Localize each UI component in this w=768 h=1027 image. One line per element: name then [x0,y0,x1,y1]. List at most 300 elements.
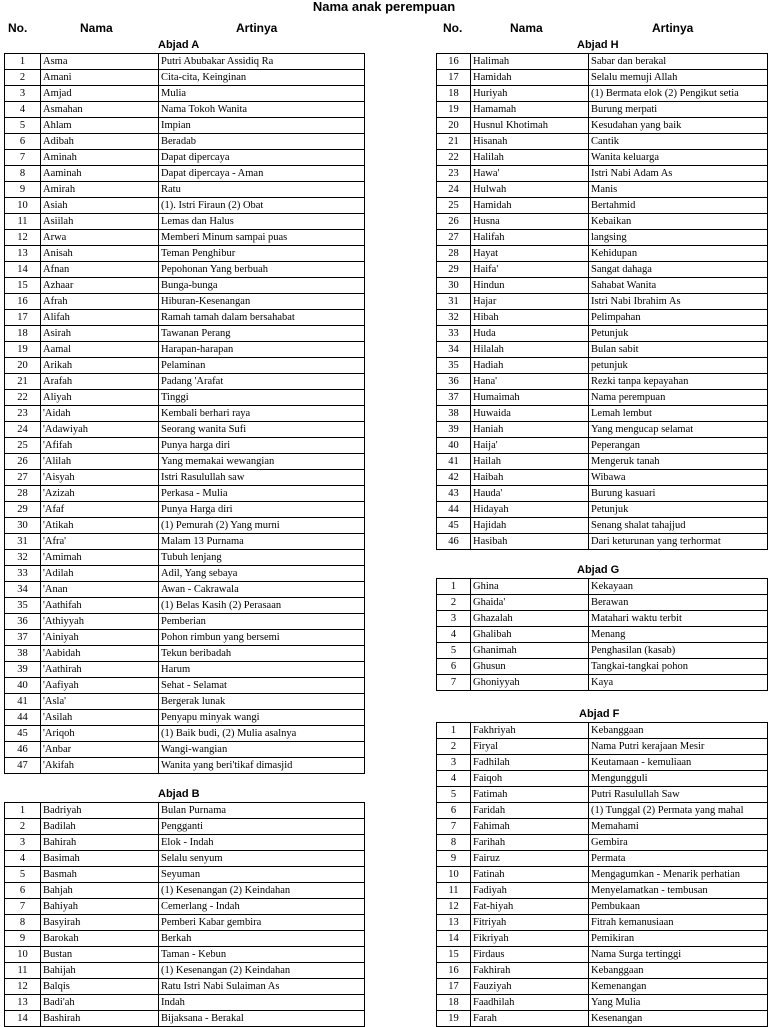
table-row [5,694,365,710]
name-cell: Amani [41,70,159,86]
row-number: 2 [437,739,471,755]
meaning-cell: Wanita yang beri'tikaf dimasjid [159,758,365,774]
table-row [5,726,365,742]
name-cell: Hauda' [471,486,589,502]
row-number: 5 [5,118,41,134]
name-cell: Fatinah [471,867,589,883]
table-row [5,70,365,86]
name-cell: 'Anan [41,582,159,598]
name-cell: Fat-hiyah [471,899,589,915]
name-cell: Bahirah [41,835,159,851]
row-number: 38 [437,406,471,422]
meaning-cell: Keutamaan - kemuliaan [589,755,768,771]
name-cell: Aminah [41,150,159,166]
row-number: 5 [5,867,41,883]
meaning-cell: Burung merpati [589,102,768,118]
row-number: 6 [437,803,471,819]
table-row [5,438,365,454]
meaning-cell: Selalu memuji Allah [589,70,768,86]
row-number: 38 [5,646,41,662]
name-cell: Husnul Khotimah [471,118,589,134]
table-abjad-h [436,53,768,550]
name-cell: Huriyah [471,86,589,102]
name-cell: Hamamah [471,102,589,118]
meaning-cell: Wibawa [589,470,768,486]
name-cell: 'Afifah [41,438,159,454]
row-number: 27 [5,470,41,486]
table-row [5,995,365,1011]
name-cell: 'Amimah [41,550,159,566]
row-number: 20 [437,118,471,134]
row-number: 11 [437,883,471,899]
table-row [437,915,768,931]
name-cell: Halifah [471,230,589,246]
row-number: 37 [437,390,471,406]
meaning-cell: Kembali berhari raya [159,406,365,422]
meaning-cell: Bertahmid [589,198,768,214]
meaning-cell: Harapan-harapan [159,342,365,358]
name-cell: Hajidah [471,518,589,534]
table-row [437,86,768,102]
name-cell: 'Athiyyah [41,614,159,630]
name-cell: Ghalibah [471,627,589,643]
name-cell: 'Ainiyah [41,630,159,646]
row-number: 27 [437,230,471,246]
name-cell: 'Azizah [41,486,159,502]
table-row [5,915,365,931]
table-row [437,70,768,86]
table-row [437,627,768,643]
table-row [437,771,768,787]
name-cell: Haija' [471,438,589,454]
row-number: 25 [5,438,41,454]
name-cell: 'Adawiyah [41,422,159,438]
name-cell: Hailah [471,454,589,470]
table-row [5,582,365,598]
row-number: 3 [5,86,41,102]
meaning-cell: Yang Mulia [589,995,768,1011]
row-number: 42 [437,470,471,486]
row-number: 14 [5,1011,41,1027]
table-row [437,579,768,595]
name-cell: 'Aathirah [41,662,159,678]
header-no: No. [8,21,28,35]
table-row [5,566,365,582]
row-number: 24 [5,422,41,438]
meaning-cell: Menang [589,627,768,643]
name-cell: Hamidah [471,198,589,214]
table-row [437,422,768,438]
row-number: 30 [437,278,471,294]
meaning-cell: Cantik [589,134,768,150]
name-cell: Husna [471,214,589,230]
meaning-cell: Lemas dan Halus [159,214,365,230]
row-number: 23 [5,406,41,422]
table-row [437,659,768,675]
name-cell: Bustan [41,947,159,963]
table-row [5,246,365,262]
table-row [437,470,768,486]
meaning-cell: Beradab [159,134,365,150]
table-row [5,630,365,646]
table-row [437,390,768,406]
name-cell: Hibah [471,310,589,326]
row-number: 35 [5,598,41,614]
meaning-cell: Manis [589,182,768,198]
meaning-cell: Wanita keluarga [589,150,768,166]
name-cell: Huwaida [471,406,589,422]
table-row [5,102,365,118]
table-row [437,931,768,947]
row-number: 2 [5,819,41,835]
name-cell: Fauziyah [471,979,589,995]
table-row [437,502,768,518]
name-cell: Ghaida' [471,595,589,611]
meaning-cell: Pohon rimbun yang bersemi [159,630,365,646]
meaning-cell: Dari keturunan yang terhormat [589,534,768,550]
table-row [437,883,768,899]
meaning-cell: Berkah [159,931,365,947]
row-number: 5 [437,643,471,659]
name-cell: 'Asilah [41,710,159,726]
name-cell: Hisanah [471,134,589,150]
name-cell: Ghoniyyah [471,675,589,691]
meaning-cell: Cemerlang - Indah [159,899,365,915]
row-number: 9 [5,931,41,947]
meaning-cell: Sabar dan berakal [589,54,768,70]
name-cell: Faadhilah [471,995,589,1011]
table-row [5,819,365,835]
name-cell: Asma [41,54,159,70]
table-row [437,755,768,771]
table-row [437,406,768,422]
meaning-cell: Kebanggaan [589,723,768,739]
row-number: 4 [437,627,471,643]
table-row [5,963,365,979]
name-cell: Farihah [471,835,589,851]
meaning-cell: (1) Baik budi, (2) Mulia asalnya [159,726,365,742]
meaning-cell: Pengganti [159,819,365,835]
row-number: 10 [437,867,471,883]
row-number: 1 [5,803,41,819]
row-number: 2 [5,70,41,86]
meaning-cell: Yang mengucap selamat [589,422,768,438]
table-row [5,214,365,230]
table-row [437,438,768,454]
row-number: 46 [437,534,471,550]
table-row [437,454,768,470]
table-row [5,598,365,614]
row-number: 33 [5,566,41,582]
table-row [5,883,365,899]
meaning-cell: Nama Tokoh Wanita [159,102,365,118]
row-number: 10 [5,947,41,963]
table-row [5,534,365,550]
table-row [437,675,768,691]
row-number: 44 [5,710,41,726]
meaning-cell: Mengungguli [589,771,768,787]
section-label-g: Abjad G [577,564,620,576]
table-row [5,758,365,774]
meaning-cell: Pemberi Kabar gembira [159,915,365,931]
meaning-cell: Dapat dipercaya [159,150,365,166]
name-cell: Ahlam [41,118,159,134]
row-number: 3 [437,611,471,627]
table-row [5,899,365,915]
name-cell: Basmah [41,867,159,883]
table-row [437,851,768,867]
meaning-cell: Lemah lembut [589,406,768,422]
name-cell: Badilah [41,819,159,835]
meaning-cell: Pepohonan Yang berbuah [159,262,365,278]
meaning-cell: Burung kasuari [589,486,768,502]
meaning-cell: Tubuh lenjang [159,550,365,566]
name-cell: 'Anbar [41,742,159,758]
row-number: 33 [437,326,471,342]
table-abjad-b [4,802,365,1027]
name-cell: Halilah [471,150,589,166]
table-row [5,374,365,390]
row-number: 11 [5,214,41,230]
table-row [437,230,768,246]
row-number: 6 [5,883,41,899]
table-abjad-a [4,53,365,774]
table-row [5,86,365,102]
name-cell: Hana' [471,374,589,390]
meaning-cell: Bunga-bunga [159,278,365,294]
meaning-cell: Punya harga diri [159,438,365,454]
table-row [437,995,768,1011]
name-cell: Fadiyah [471,883,589,899]
row-number: 28 [5,486,41,502]
table-row [5,470,365,486]
row-number: 40 [437,438,471,454]
table-row [5,198,365,214]
table-row [437,374,768,390]
table-row [5,54,365,70]
row-number: 45 [437,518,471,534]
row-number: 12 [437,899,471,915]
name-cell: 'Aabidah [41,646,159,662]
table-abjad-f [436,722,768,1027]
section-label-f: Abjad F [579,708,620,720]
section-label-a: Abjad A [158,39,200,51]
name-cell: Fakhriyah [471,723,589,739]
meaning-cell: Seorang wanita Sufi [159,422,365,438]
name-cell: Arafah [41,374,159,390]
name-cell: 'Atikah [41,518,159,534]
meaning-cell: Permata [589,851,768,867]
table-row [5,835,365,851]
table-row [437,835,768,851]
name-cell: Huda [471,326,589,342]
meaning-cell: Berawan [589,595,768,611]
meaning-cell: Impian [159,118,365,134]
left-column-header [0,20,364,36]
name-cell: Fitriyah [471,915,589,931]
right-column-header [436,20,768,36]
row-number: 12 [5,230,41,246]
table-row [5,326,365,342]
meaning-cell: Yang memakai wewangian [159,454,365,470]
row-number: 17 [5,310,41,326]
table-row [437,214,768,230]
section-label-h: Abjad H [577,39,619,51]
name-cell: Hasibah [471,534,589,550]
meaning-cell: Tekun beribadah [159,646,365,662]
name-cell: Halimah [471,54,589,70]
row-number: 13 [5,246,41,262]
row-number: 39 [437,422,471,438]
row-number: 29 [5,502,41,518]
meaning-cell: Putri Rasulullah Saw [589,787,768,803]
meaning-cell: Kekayaan [589,579,768,595]
row-number: 1 [5,54,41,70]
meaning-cell: Pembukaan [589,899,768,915]
meaning-cell: Bergerak lunak [159,694,365,710]
table-row [5,931,365,947]
meaning-cell: Tangkai-tangkai pohon [589,659,768,675]
meaning-cell: Sahabat Wanita [589,278,768,294]
name-cell: Bahiyah [41,899,159,915]
table-row [5,150,365,166]
table-row [437,150,768,166]
row-number: 1 [437,579,471,595]
name-cell: 'Aafiyah [41,678,159,694]
row-number: 8 [5,915,41,931]
meaning-cell: (1) Kesenangan (2) Keindahan [159,963,365,979]
table-row [5,294,365,310]
name-cell: Asirah [41,326,159,342]
name-cell: Aamal [41,342,159,358]
table-row [437,867,768,883]
meaning-cell: Kebanggaan [589,963,768,979]
name-cell: Aaminah [41,166,159,182]
meaning-cell: Seyuman [159,867,365,883]
table-row [5,1011,365,1027]
section-label-b: Abjad B [158,788,200,800]
table-row [437,182,768,198]
table-row [5,134,365,150]
name-cell: Fairuz [471,851,589,867]
name-cell: Firyal [471,739,589,755]
row-number: 4 [437,771,471,787]
row-number: 31 [437,294,471,310]
table-row [5,390,365,406]
name-cell: 'Afra' [41,534,159,550]
row-number: 16 [437,54,471,70]
name-cell: Hayat [471,246,589,262]
meaning-cell: Putri Abubakar Assidiq Ra [159,54,365,70]
row-number: 19 [5,342,41,358]
meaning-cell: Perkasa - Mulia [159,486,365,502]
table-row [437,54,768,70]
meaning-cell: Pelaminan [159,358,365,374]
table-row [437,102,768,118]
name-cell: Basimah [41,851,159,867]
row-number: 8 [5,166,41,182]
row-number: 19 [437,102,471,118]
name-cell: Haniah [471,422,589,438]
row-number: 11 [5,963,41,979]
table-row [5,342,365,358]
table-row [437,486,768,502]
meaning-cell: Fitrah kemanusiaan [589,915,768,931]
meaning-cell: Kesenangan [589,1011,768,1027]
table-row [437,342,768,358]
meaning-cell: Menyelamatkan - tembusan [589,883,768,899]
table-row [437,246,768,262]
meaning-cell: Selalu senyum [159,851,365,867]
row-number: 10 [5,198,41,214]
table-row [437,739,768,755]
name-cell: Fakhirah [471,963,589,979]
row-number: 2 [437,595,471,611]
row-number: 41 [437,454,471,470]
header-no: No. [443,21,463,35]
meaning-cell: Memberi Minum sampai puas [159,230,365,246]
meaning-cell: Gembira [589,835,768,851]
row-number: 28 [437,246,471,262]
row-number: 14 [437,931,471,947]
meaning-cell: (1) Tunggal (2) Permata yang mahal [589,803,768,819]
name-cell: Faiqoh [471,771,589,787]
table-row [5,166,365,182]
meaning-cell: Nama perempuan [589,390,768,406]
row-number: 24 [437,182,471,198]
meaning-cell: Istri Nabi Adam As [589,166,768,182]
meaning-cell: Wangi-wangian [159,742,365,758]
name-cell: Balqis [41,979,159,995]
name-cell: 'Adilah [41,566,159,582]
meaning-cell: petunjuk [589,358,768,374]
name-cell: Hilalah [471,342,589,358]
table-row [437,819,768,835]
table-row [437,294,768,310]
name-cell: Hajar [471,294,589,310]
table-row [5,486,365,502]
meaning-cell: Pelimpahan [589,310,768,326]
table-row [5,118,365,134]
table-row [437,643,768,659]
row-number: 9 [5,182,41,198]
row-number: 13 [5,995,41,1011]
table-row [437,166,768,182]
table-row [5,678,365,694]
table-row [437,262,768,278]
name-cell: 'Alilah [41,454,159,470]
table-abjad-g [436,578,768,691]
page-title: Nama anak perempuan [312,0,456,14]
name-cell: Ghazalah [471,611,589,627]
meaning-cell: Matahari waktu terbit [589,611,768,627]
meaning-cell: (1) Kesenangan (2) Keindahan [159,883,365,899]
table-row [437,979,768,995]
name-cell: Amjad [41,86,159,102]
row-number: 23 [437,166,471,182]
row-number: 7 [437,819,471,835]
name-cell: Alifah [41,310,159,326]
name-cell: Bashirah [41,1011,159,1027]
table-row [5,803,365,819]
name-cell: Anisah [41,246,159,262]
row-number: 25 [437,198,471,214]
row-number: 30 [5,518,41,534]
name-cell: Ghusun [471,659,589,675]
row-number: 7 [5,899,41,915]
meaning-cell: Istri Rasulullah saw [159,470,365,486]
meaning-cell: Teman Penghibur [159,246,365,262]
